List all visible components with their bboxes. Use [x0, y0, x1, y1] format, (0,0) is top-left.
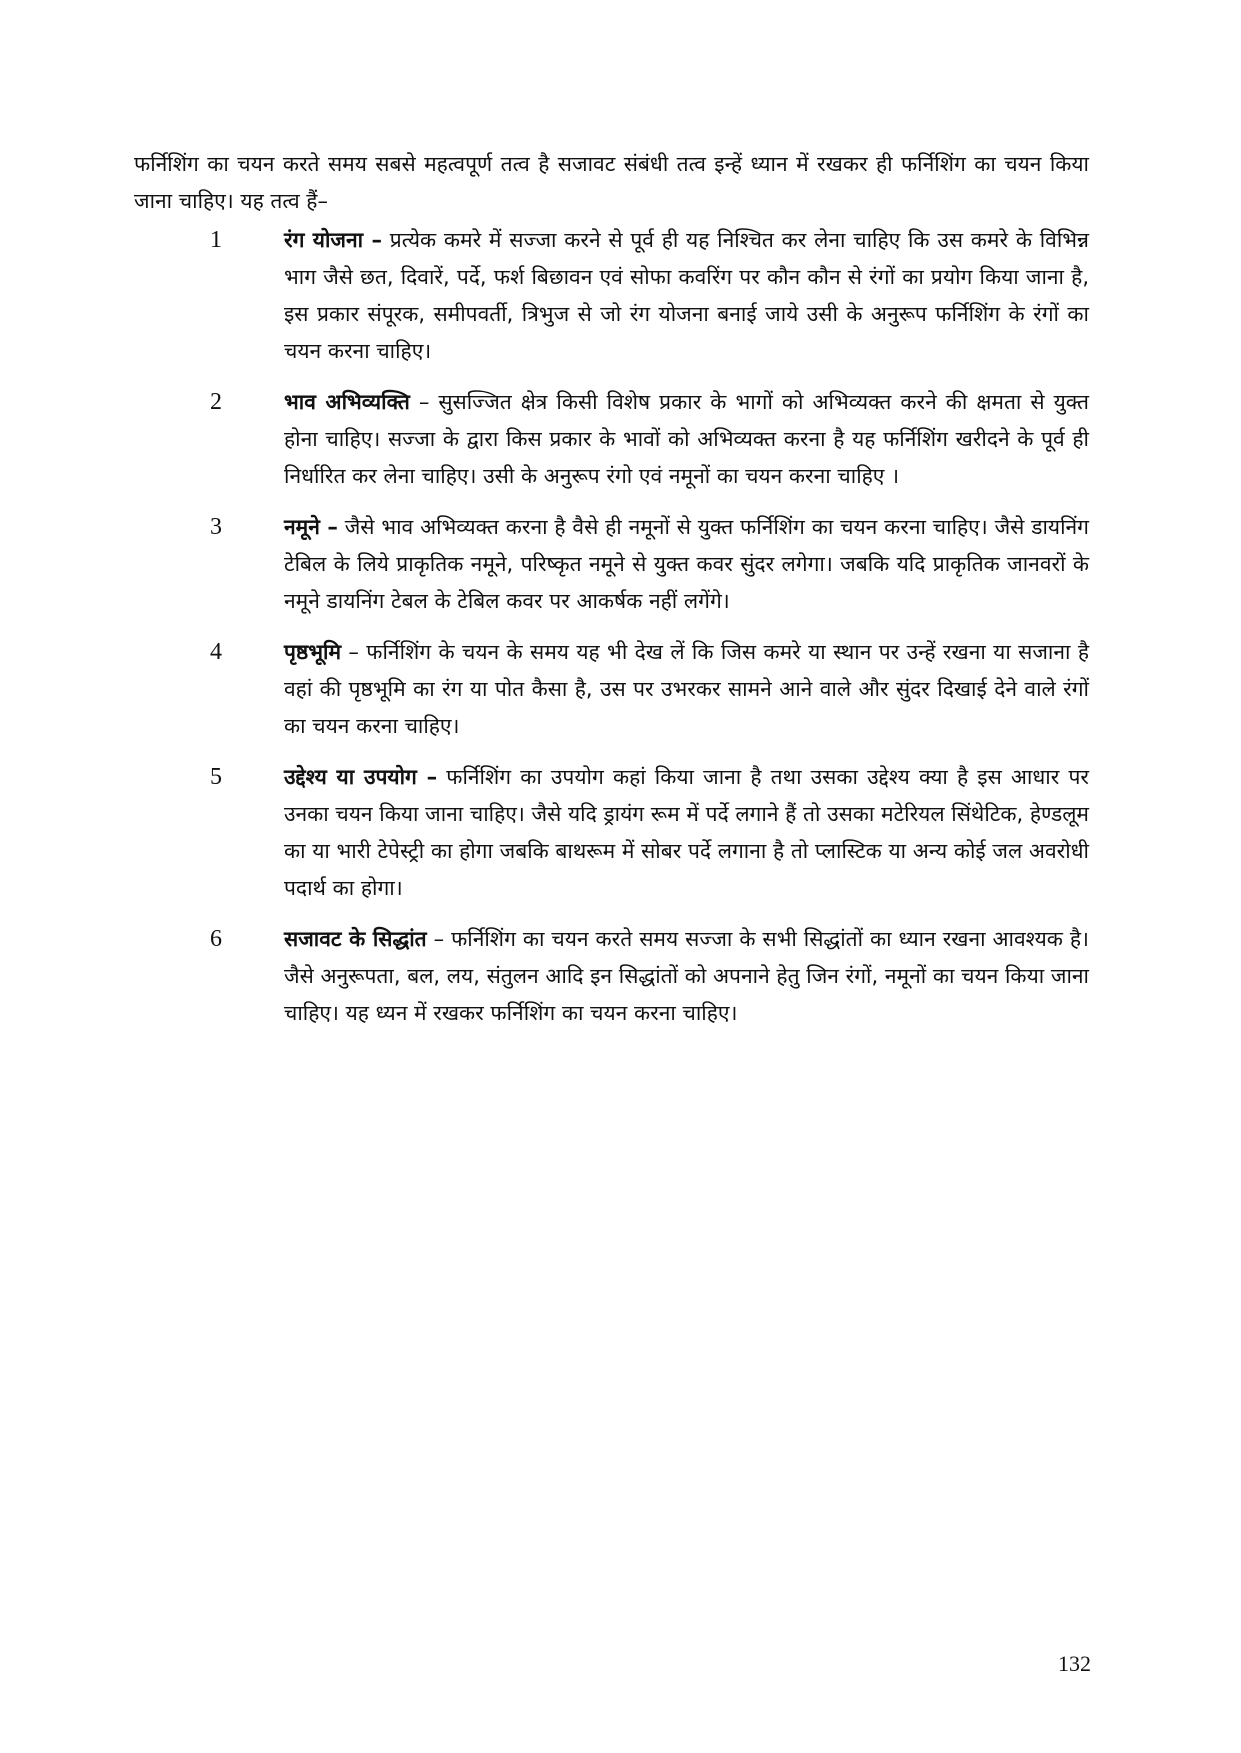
item-body — [284, 384, 1089, 495]
item-text: प्रत्येक कमरे में सज्जा करने से पूर्व ही यह निश्चित कर लेना चाहिए कि उस कमरे के विभिन्न भाग जैसे छत, दिवारें, पर्दे, फर्श बिछावन एवं सोफा कवरिंग पर कौन कौन से रंगों का प्रयोग किया जाना है, इस प्रकार संपूरक, समीपवर्ती, त्रिभुज से जो रंग योजना बनाई जाये उसी के अनुरूप फर्निशिंग के रंगों का चयन करना चाहिए। — [284, 228, 1089, 363]
item-text: जैसे भाव अभिव्यक्त करना है वैसे ही नमूनों से युक्त फर्निशिंग का चयन करना चाहिए। जैसे डायनिंग टेबिल के लिये प्राकृतिक नमूने, परिष्कृत नमूने से युक्त कवर सुंदर लगेगा। जबकि यदि प्राकृतिक जानवरों के नमूने डायनिंग टेबल के टेबिल कवर पर आकर्षक नहीं लगेंगे। — [284, 515, 1089, 613]
list-item — [134, 634, 1089, 745]
page-number: 132 — [1058, 1651, 1091, 1676]
item-number: 3 — [210, 514, 222, 540]
item-title: पृष्ठभूमि — [284, 640, 342, 664]
item-number: 6 — [210, 926, 222, 952]
item-text: फर्निशिंग का उपयोग कहां किया जाना है तथा उसका उद्देश्य क्या है इस आधार पर उनका चयन किया जाना चाहिए। जैसे यदि ड्रायंग रूम में पर्दे लगाने हैं तो उसका मटेरियल सिंथेटिक, हेण्डलूम का या भारी टेपेस्ट्री का होगा जबकि बाथरूम में सोबर पर्दे लगाना है तो प्लास्टिक या अन्य कोई जल अवरोधी पदार्थ का होगा। — [284, 765, 1089, 900]
item-number: 1 — [210, 227, 222, 253]
item-title: उद्देश्य या उपयोग – — [284, 765, 438, 789]
item-title: रंग योजना – — [284, 228, 383, 252]
item-number: 2 — [210, 389, 222, 415]
item-body — [284, 921, 1089, 1032]
list-item — [134, 222, 1089, 370]
item-text: – सुसज्जित क्षेत्र किसी विशेष प्रकार के भागों को अभिव्यक्त करने की क्षमता से युक्त होना चाहिए। सज्जा के द्वारा किस प्रकार के भावों को अभिव्यक्त करना है यह फर्निशिंग खरीदने के पूर्व ही निर्धारित कर लेना चाहिए। उसी के अनुरूप रंगो एवं नमूनों का चयन करना चाहिए । — [284, 390, 1089, 488]
list-item — [134, 921, 1089, 1032]
item-body — [284, 509, 1089, 620]
item-text: – फर्निशिंग का चयन करते समय सज्जा के सभी सिद्धांतों का ध्यान रखना आवश्यक है। जैसे अनुरूपता, बल, लय, संतुलन आदि इन सिद्धांतों को अपनाने हेतु जिन रंगों, नमूनों का चयन किया जाना चाहिए। यह ध्यन में रखकर फर्निशिंग का चयन करना चाहिए। — [284, 927, 1089, 1025]
list-item — [134, 384, 1089, 495]
intro-paragraph: फर्निशिंग का चयन करते समय सबसे महत्वपूर्ण तत्व है सजावट संबंधी तत्व इन्हें ध्यान में रखकर ही फर्निशिंग का चयन किया जाना चाहिए। यह तत्व हैं– — [134, 152, 1089, 213]
item-body — [284, 634, 1089, 745]
item-number: 4 — [210, 639, 222, 665]
item-title: भाव अभिव्यक्ति — [284, 390, 410, 414]
list-item — [134, 759, 1089, 907]
item-body — [284, 222, 1089, 370]
item-title: नमूने – — [284, 515, 338, 539]
list-item — [134, 509, 1089, 620]
item-number: 5 — [210, 764, 222, 790]
element-list — [134, 222, 1089, 1046]
item-body — [284, 759, 1089, 907]
item-title: सजावट के सिद्धांत — [284, 927, 427, 951]
item-text: – फर्निशिंग के चयन के समय यह भी देख लें कि जिस कमरे या स्थान पर उन्हें रखना या सजाना है वहां की पृष्ठभूमि का रंग या पोत कैसा है, उस पर उभरकर सामने आने वाले और सुंदर दिखाई देने वाले रंगों का चयन करना चाहिए। — [284, 640, 1089, 738]
